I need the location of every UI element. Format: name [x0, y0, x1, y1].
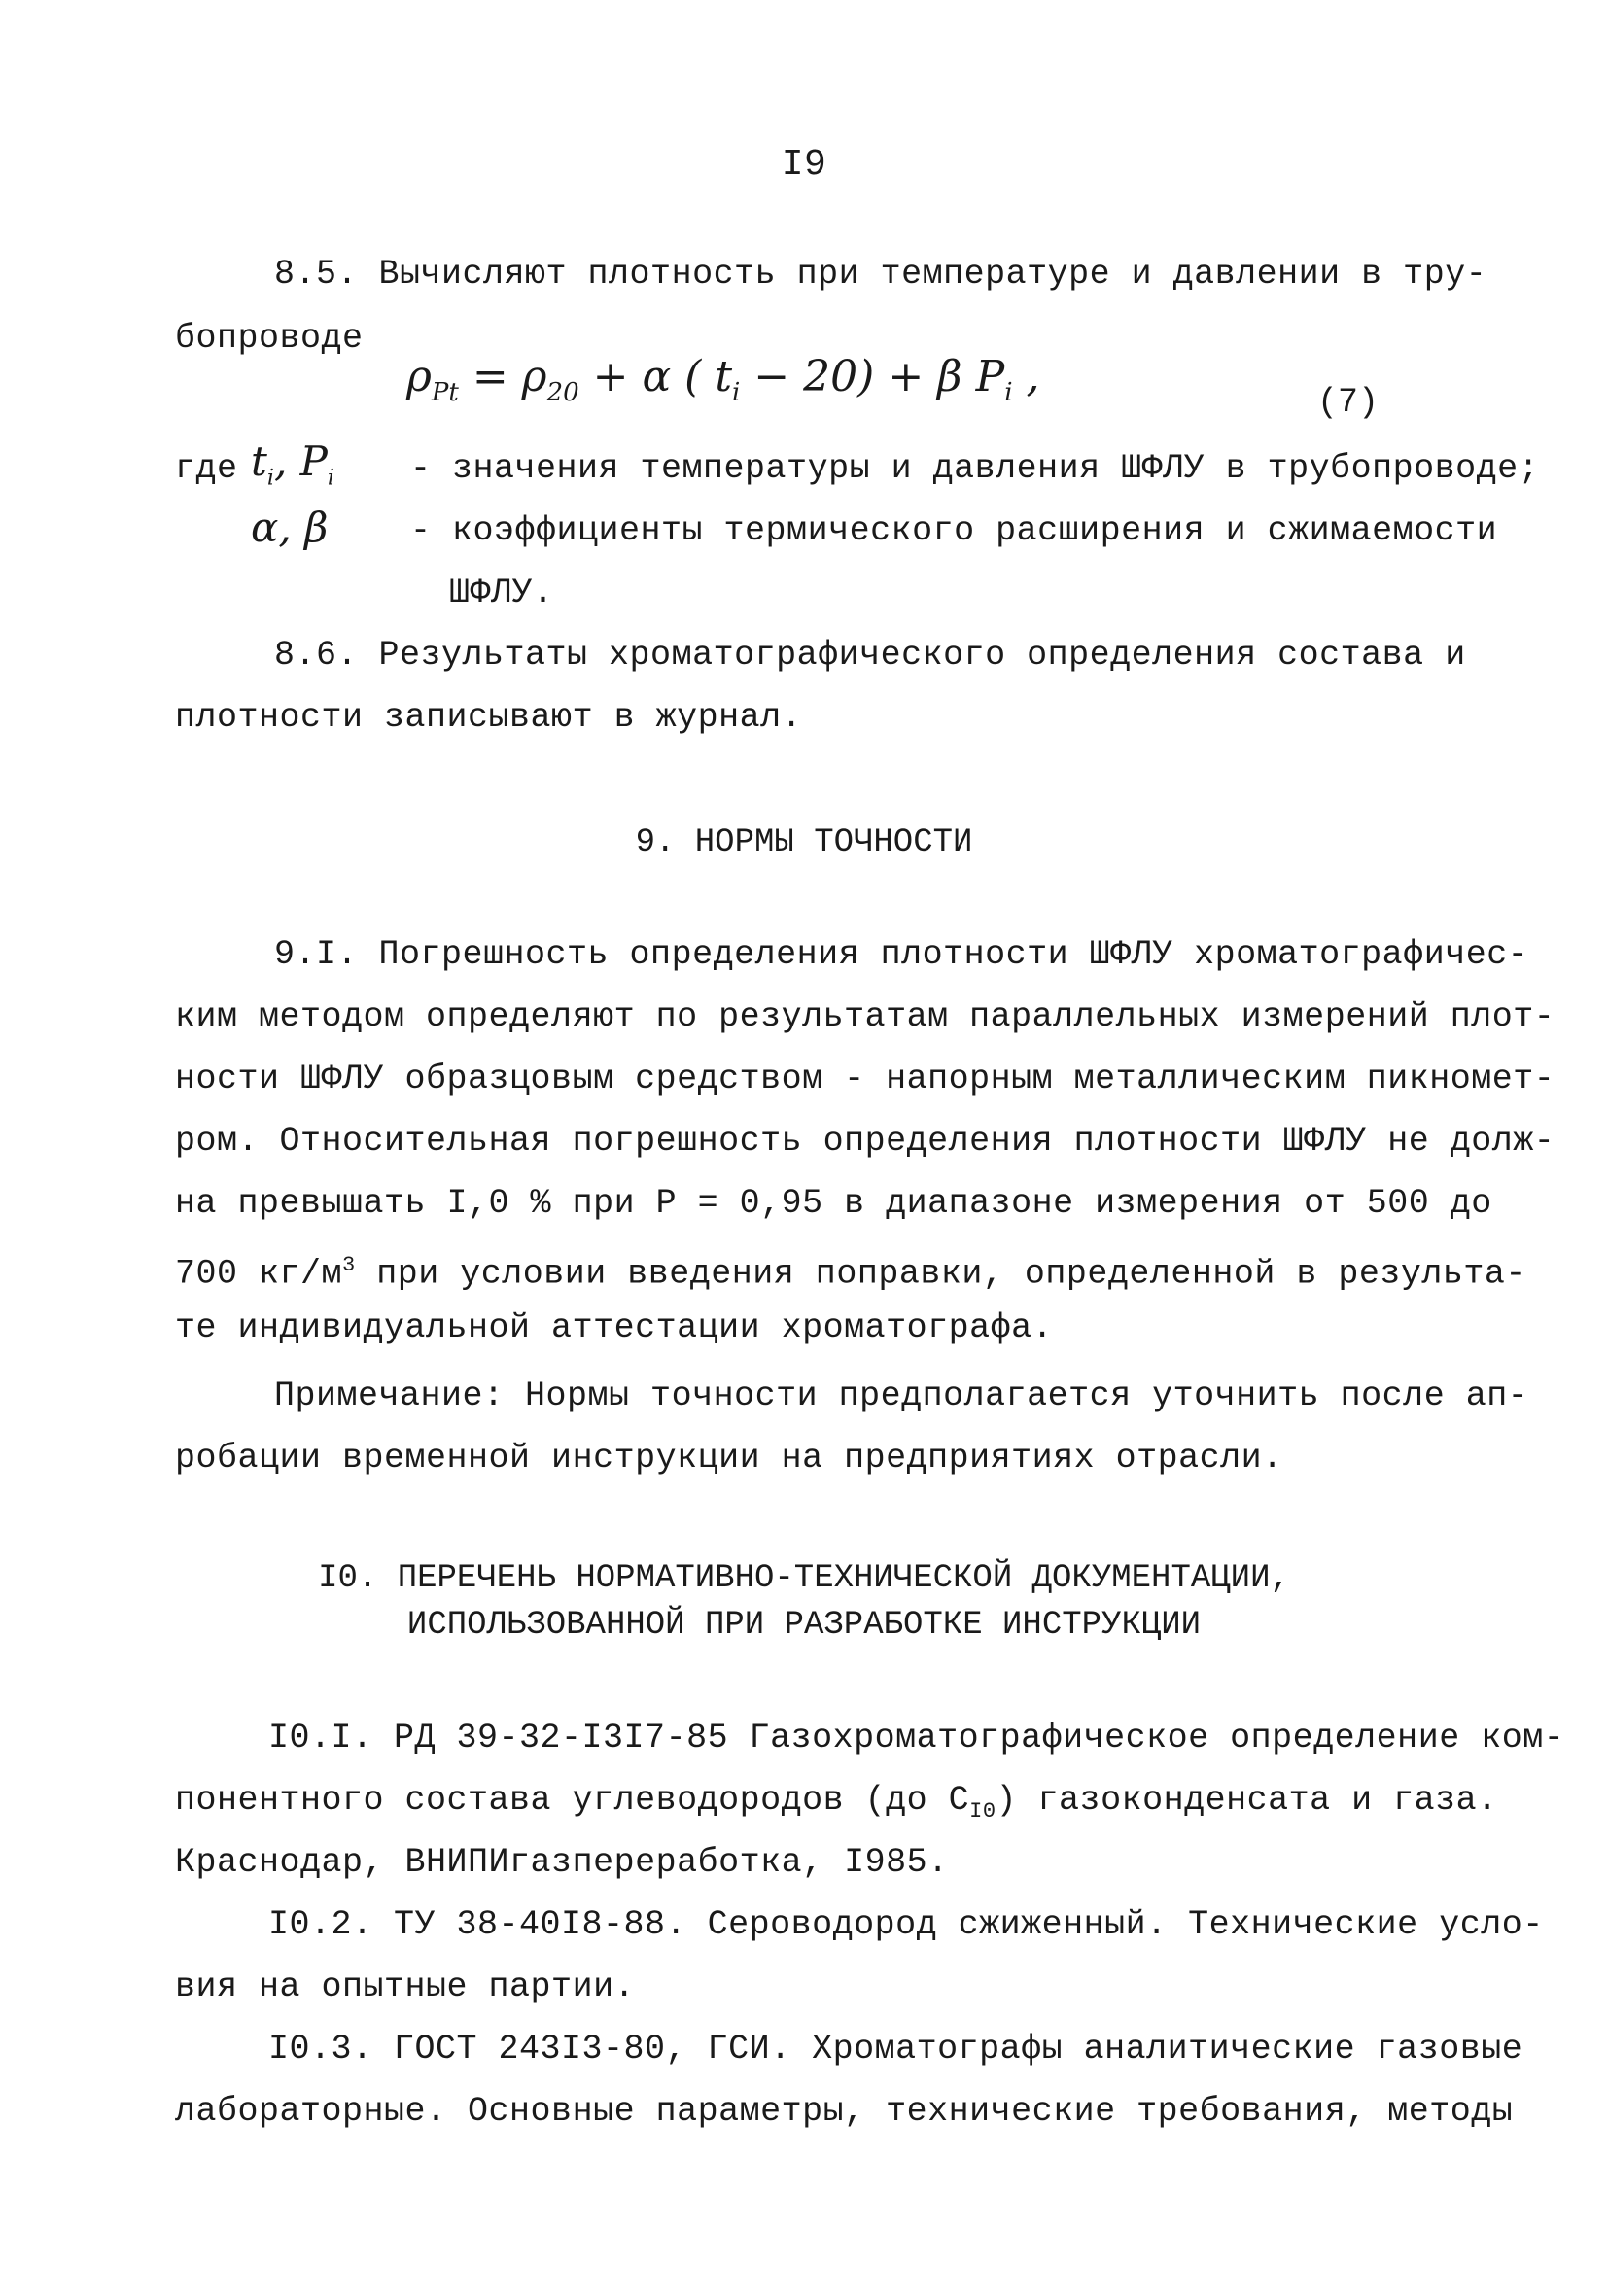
paragraph-9-1-line-4: ром. Относительная погрешность определения плотности ШФЛУ не долж- — [175, 1122, 1556, 1161]
symbol-t: t — [251, 437, 267, 485]
formula-rho20-sub: 20 — [546, 377, 579, 407]
paragraph-9-1-line-7: те индивидуальной аттестации хроматографа. — [175, 1308, 1054, 1347]
cubic-superscript: 3 — [342, 1253, 356, 1277]
formula-ti-sub: i — [732, 377, 741, 407]
paragraph-9-1-line-1: 9.I. Погрешность определения плотности ШФЛУ хроматографичес- — [274, 935, 1529, 974]
paragraph-10-2-line-1: I0.2. ТУ 38-40I8-88. Сероводород сжиженный. Технические усло- — [268, 1905, 1544, 1944]
paragraph-9-1-line-5: на превышать I,0 % при P = 0,95 в диапазоне измерения от 500 до — [175, 1184, 1492, 1223]
line-6-start: 700 кг/м — [175, 1254, 343, 1294]
symbols-alpha-beta: α, β — [251, 504, 329, 551]
line-6-end: при условии введения поправки, определенной в результа- — [355, 1254, 1526, 1294]
where-desc-2b: ШФЛУ. — [449, 574, 554, 612]
paragraph-10-1-line-2 — [175, 1779, 1498, 1833]
symbol-p: , P — [273, 437, 328, 485]
note-line-1: Примечание: Нормы точности предполагается уточнить после ап- — [274, 1376, 1529, 1415]
paragraph-10-2-line-2: вия на опытные партии. — [175, 1967, 636, 2006]
formula-beta-term: − 20) + β P — [740, 352, 1005, 401]
where-desc-1: - значения температуры и давления ШФЛУ в трубопроводе; — [410, 449, 1540, 488]
note-line-2: робации временной инструкции на предприятиях отрасли. — [175, 1439, 1283, 1478]
formula-lhs-sub: Pt — [431, 377, 459, 407]
formula-tail: , — [1012, 352, 1040, 401]
section-10-heading-line-2: ИСПОЛЬЗОВАННОЙ ПРИ РАЗРАБОТКЕ ИНСТРУКЦИИ — [406, 1607, 1202, 1644]
line-2-end: ) газоконденсата и газа. — [996, 1781, 1498, 1820]
formula-eq: = — [458, 352, 522, 401]
section-10-heading-line-1: I0. ПЕРЕЧЕНЬ НОРМАТИВНО-ТЕХНИЧЕСКОЙ ДОКУМЕНТАЦИИ, — [318, 1560, 1290, 1597]
paragraph-8-6-line-2: плотности записывают в журнал. — [175, 698, 803, 737]
formula-rho20: ρ — [521, 352, 547, 401]
paragraph-10-1-line-1: I0.I. РД 39-32-I3I7-85 Газохроматографическое определение ком- — [268, 1719, 1565, 1757]
section-9-heading: 9. НОРМЫ ТОЧНОСТИ — [635, 824, 973, 861]
symbols-t-p — [251, 437, 334, 490]
paragraph-8-6-line-1: 8.6. Результаты хроматографического определения состава и — [274, 636, 1466, 675]
paragraph-10-1-line-3: Краснодар, ВНИПИгазпереработка, I985. — [175, 1843, 949, 1882]
page-number: I9 — [781, 144, 827, 186]
density-formula — [406, 352, 1040, 407]
paragraph-9-1-line-3: ности ШФЛУ образцовым средством - напорным металлическим пикномет- — [175, 1060, 1556, 1098]
formula-alpha-term: + α ( t — [578, 352, 733, 401]
paragraph-10-3-line-2: лабораторные. Основные параметры, технические требования, методы — [175, 2092, 1514, 2131]
where-desc-2: - коэффициенты термического расширения и сжимаемости — [410, 511, 1498, 550]
paragraph-9-1-line-6 — [175, 1244, 1526, 1296]
paragraph-10-3-line-1: I0.3. ГОСТ 243I3-80, ГСИ. Хроматографы аналитические газовые — [268, 2030, 1523, 2069]
line-2-start: понентного состава углеводородов (до C — [175, 1781, 970, 1820]
carbon-subscript: I0 — [969, 1799, 996, 1824]
paragraph-8-5-line-1: 8.5. Вычисляют плотность при температуре и давлении в тру- — [274, 255, 1487, 294]
symbol-p-sub: i — [327, 466, 334, 491]
symbol-t-sub: i — [266, 466, 274, 491]
paragraph-9-1-line-2: ким методом определяют по результатам параллельных измерений плот- — [175, 997, 1556, 1036]
where-label: где — [175, 449, 238, 488]
paragraph-8-5-line-2: бопроводе — [175, 319, 364, 358]
equation-number: (7) — [1317, 383, 1380, 422]
formula-pi-sub: i — [1004, 377, 1013, 407]
formula-lhs: ρ — [406, 352, 432, 401]
